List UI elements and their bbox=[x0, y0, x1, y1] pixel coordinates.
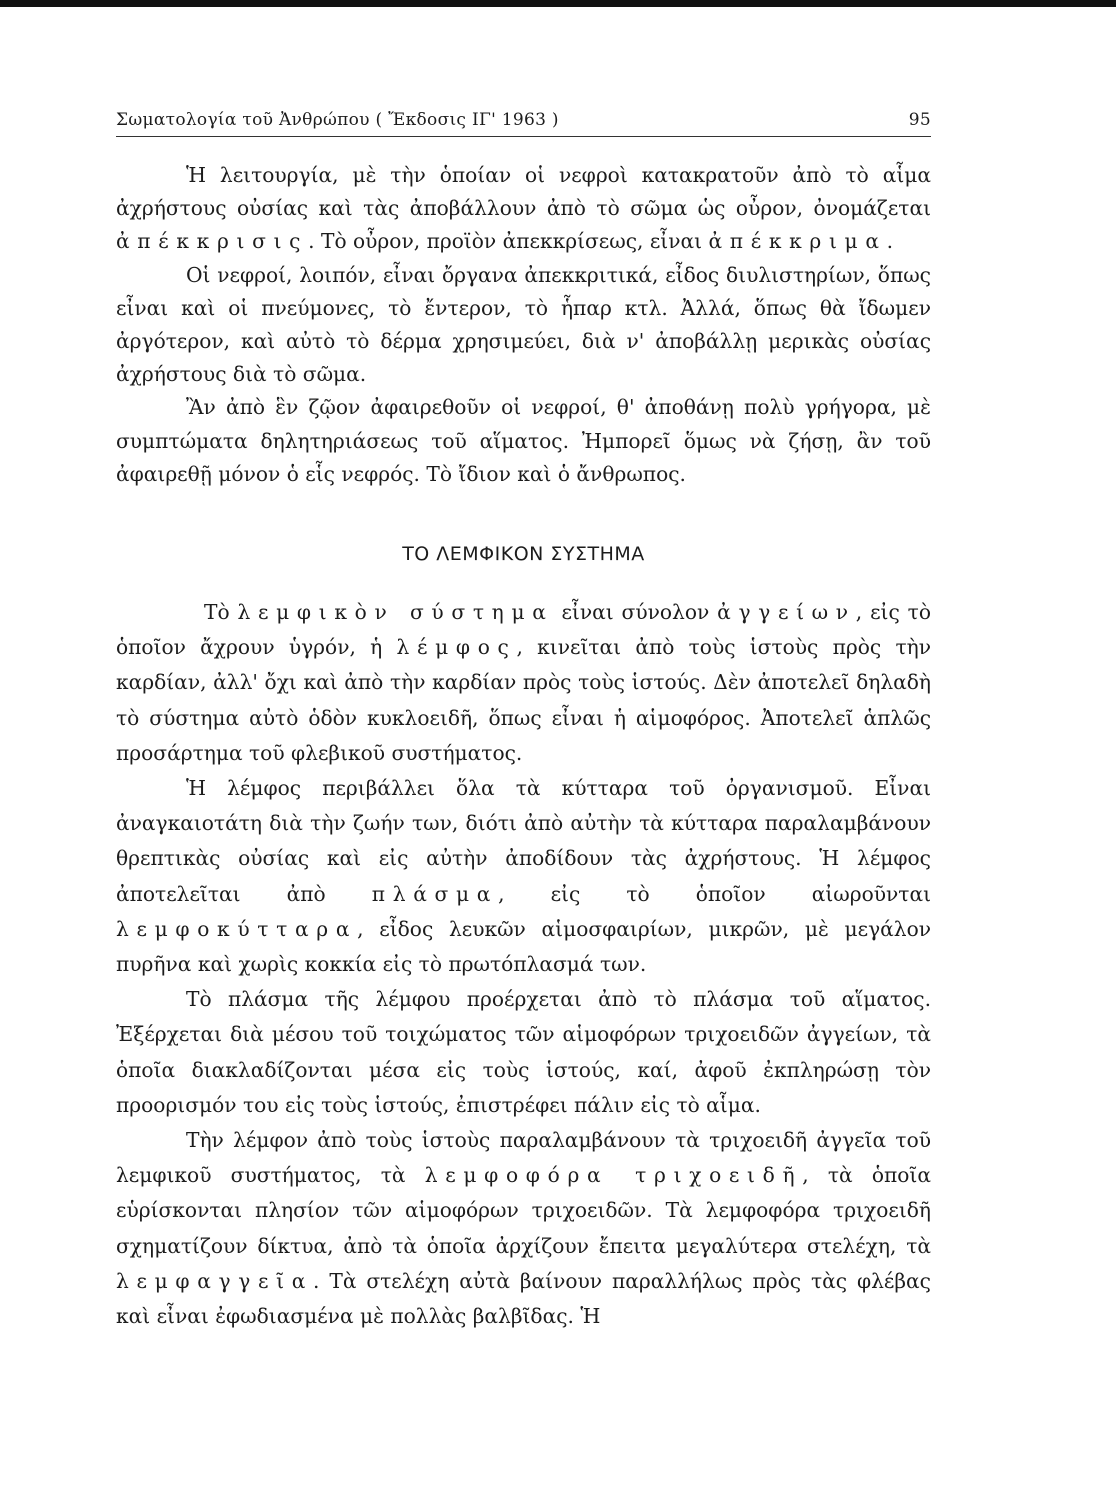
spaced-term: λεμφαγγεῖα bbox=[116, 1268, 314, 1293]
spaced-term: ἀπέκκριμα bbox=[708, 229, 887, 254]
spaced-term: ἀπέκκρισις bbox=[116, 229, 309, 254]
running-title: Σωματολογία τοῦ Ἀνθρώπου ( Ἔκδοσις ΙΓ' 1963 ) bbox=[116, 110, 559, 130]
page-number: 95 bbox=[908, 110, 931, 130]
book-page bbox=[116, 110, 931, 1334]
spaced-term: πλάσμα bbox=[371, 881, 499, 906]
spaced-term: λεμφοφόρα τριχοειδῆ bbox=[424, 1163, 803, 1188]
paragraph: Ἂν ἀπὸ ἓν ζῷον ἀφαιρεθοῦν οἱ νεφροί, θ' ἀποθάνῃ πολὺ γρήγορα, μὲ συμπτώματα δηλητηριάσεως τοῦ αἵματος. Ἠμπορεῖ ὅμως νὰ ζήσῃ, ἂν τοῦ ἀφαιρεθῇ μόνον ὁ εἷς νεφρός. Τὸ ἴδιον καὶ ὁ ἄνθρωπος. bbox=[116, 395, 931, 486]
paragraph: Οἱ νεφροί, λοιπόν, εἶναι ὄργανα ἀπεκκριτικά, εἶδος διυλιστηρίων, ὅπως εἶναι καὶ οἱ πνεύμονες, τὸ ἔντερον, τὸ ἧπαρ κτλ. Ἀλλά, ὅπως θὰ ἴδωμεν ἀργότερον, καὶ αὐτὸ τὸ δέρμα χρησιμεύει, διὰ ν' ἀποβάλλῃ μερικὰς οὐσίας ἀχρήστους διὰ τὸ σῶμα. bbox=[116, 262, 931, 387]
running-header bbox=[116, 110, 931, 137]
paragraph: Ἡ λειτουργία, μὲ τὴν ὁποίαν οἱ νεφροὶ κατακρατοῦν ἀπὸ τὸ αἷμα ἀχρήστους οὐσίας καὶ τὰς ἀποβάλλουν ἀπὸ τὸ σῶμα ὡς οὖρον, ὀνομάζεται ἀπέκκρισις. Τὸ οὖρον, προϊὸν ἀπεκκρίσεως, εἶναι ἀπέκκριμα. bbox=[116, 163, 931, 254]
spaced-term: λεμφικὸν σύστημα bbox=[237, 600, 554, 625]
section-title: ΤΟ ΛΕΜΦΙΚΟΝ ΣΥΣΤΗΜΑ bbox=[402, 543, 645, 566]
scan-top-edge bbox=[0, 0, 1116, 7]
paragraph: Τὴν λέμφον ἀπὸ τοὺς ἱστοὺς παραλαμβάνουν τὰ τριχοειδῆ ἀγγεῖα τοῦ λεμφικοῦ συστήματος, τὰ λεμφοφόρα τριχοειδῆ, τὰ ὁποῖα εὑρίσκονται πλησίον τῶν αἱμοφόρων τριχοειδῶν. Τὰ λεμφοφόρα τριχοειδῆ σχηματίζουν δίκτυα, ἀπὸ τὰ ὁποῖα ἀρχίζουν ἔπειτα μεγαλύτερα στελέχη, τὰ λεμφαγγεῖα. Τὰ στελέχη αὐτὰ βαίνουν παραλλήλως πρὸς τὰς φλέβας καὶ εἶναι ἐφωδιασμένα μὲ πολλὰς βαλβῖδας. Ἡ bbox=[116, 1128, 931, 1329]
section-lymphatic bbox=[116, 595, 931, 1334]
paragraph: Ἡ λέμφος περιβάλλει ὅλα τὰ κύτταρα τοῦ ὀργανισμοῦ. Εἶναι ἀναγκαιοτάτη διὰ τὴν ζωήν των, διότι ἀπὸ αὐτὴν τὰ κύτταρα παραλαμβάνουν θρεπτικὰς οὐσίας καὶ εἰς αὐτὴν ἀποδίδουν τὰς ἀχρήστους. Ἡ λέμφος ἀποτελεῖται ἀπὸ πλάσμα, εἰς τὸ ὁποῖον αἰωροῦνται λεμφοκύτταρα, εἶδος λευκῶν αἱμοσφαιρίων, μικρῶν, μὲ μεγάλον πυρῆνα καὶ χωρὶς κοκκία εἰς τὸ πρωτόπλασμά των. bbox=[116, 776, 931, 977]
spaced-term: λεμφοκύτταρα bbox=[116, 916, 358, 941]
spaced-term: ἀγγείων bbox=[717, 600, 856, 625]
paragraph: Τὸ πλάσμα τῆς λέμφου προέρχεται ἀπὸ τὸ πλάσμα τοῦ αἵματος. Ἐξέρχεται διὰ μέσου τοῦ τοιχώματος τῶν αἱμοφόρων τριχοειδῶν ἀγγείων, τὰ ὁποῖα διακλαδίζονται μέσα εἰς τοὺς ἱστούς, καί, ἀφοῦ ἐκπληρώσῃ τὸν προορισμόν του εἰς τοὺς ἱστούς, ἐπιστρέφει πάλιν εἰς τὸ αἷμα. bbox=[116, 987, 931, 1117]
page-body bbox=[116, 159, 931, 1334]
paragraph: Τὸ λεμφικὸν σύστημα εἶναι σύνολον ἀγγείων, εἰς τὸ ὁποῖον ἄχρουν ὑγρόν, ἡ λέμφος, κινεῖται ἀπὸ τοὺς ἱστοὺς πρὸς τὴν καρδίαν, ἀλλ' ὄχι καὶ ἀπὸ τὴν καρδίαν πρὸς τοὺς ἱστούς. Δὲν ἀποτελεῖ δηλαδὴ τὸ σύστημα αὐτὸ ὁδὸν κυκλοειδῆ, ὅπως εἶναι ἡ αἱμοφόρος. Ἀποτελεῖ ἁπλῶς προσάρτημα τοῦ φλεβικοῦ συστήματος. bbox=[116, 600, 931, 765]
spaced-term: λέμφος bbox=[396, 635, 517, 660]
